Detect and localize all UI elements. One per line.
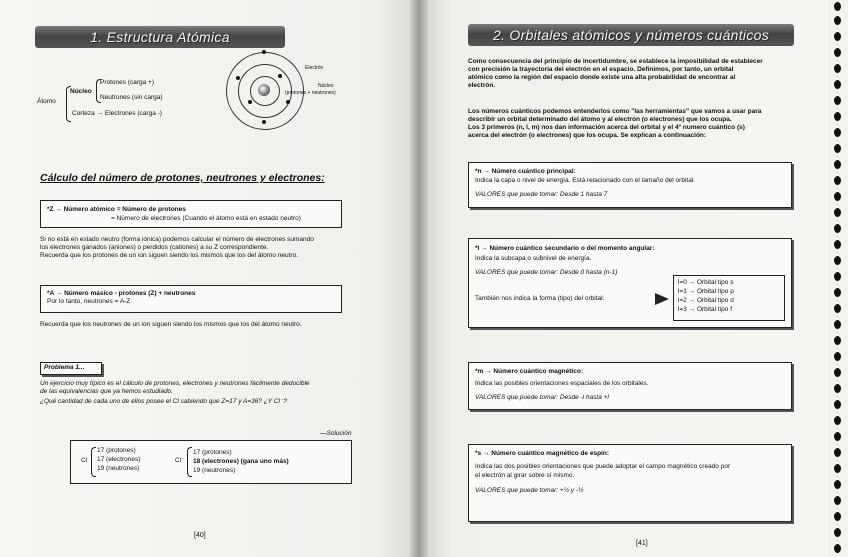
binding-ring — [834, 544, 841, 553]
para2: Recuerda que los neutrones de un ion siguen siendo los mismos que los del átomo neutro. — [40, 321, 302, 328]
sol1-electrons: 17 (electrones) — [97, 456, 141, 463]
para1-line1: Si no está en estado neutro (forma iónica) podemos calcular el número de electrones sumando — [40, 236, 314, 243]
binding-ring — [834, 464, 841, 473]
box2-line2: Por lo tanto, neutrones = A-Z — [47, 298, 131, 305]
binding-ring — [834, 2, 841, 11]
binding-ring — [834, 128, 841, 137]
l-shape: También nos indica la forma (tipo) del orbital: — [475, 295, 605, 302]
binding-ring — [834, 528, 841, 537]
right-title: 2. Orbitales atómicos y números cuánticos — [468, 24, 794, 46]
orbital-type-p: l=1 → Orbital tipo p — [678, 288, 734, 295]
nucleus-callout-1: Núcleo — [318, 83, 334, 89]
solution-symbol-cl-ion: Cl⁻ — [175, 457, 185, 464]
s-title: *s → Número cuántico magnético de espín: — [475, 450, 609, 457]
binding-ring — [834, 96, 841, 105]
intro1-line3: atómico como la región del espacio donde existe una alta probabilidad de encontrar al — [468, 74, 736, 81]
binding-ring — [834, 64, 841, 73]
problem-title: Problema 1... — [44, 364, 85, 371]
solution-label: —Solución — [320, 430, 352, 437]
page-number-right: [41] — [636, 540, 648, 547]
orbital-type-d: l=2 → Orbital tipo d — [678, 297, 734, 304]
binding-ring — [834, 192, 841, 201]
binding-ring — [834, 256, 841, 265]
problem-title-box — [40, 362, 102, 375]
quantum-n-box — [468, 162, 792, 208]
binding-ring — [834, 384, 841, 393]
intro1-line4: electrón. — [468, 82, 496, 89]
electron-icon — [278, 74, 282, 78]
quantum-m-box — [468, 362, 792, 410]
m-values: VALORES que puede tomar: Desde -l hasta +l — [475, 394, 609, 401]
atom-label: Átomo — [37, 98, 56, 105]
binding-ring — [834, 320, 841, 329]
binding-ring — [834, 480, 841, 489]
solution-brace-2 — [187, 447, 192, 477]
l-values: VALORES que puede tomar: Desde 0 hasta (n-1) — [475, 269, 618, 276]
m-title: *m → Número cuántico magnético: — [475, 368, 583, 375]
sol2-neutrons: 19 (neutrones) — [193, 467, 236, 474]
arrow-right-icon — [655, 293, 669, 305]
binding-ring — [834, 112, 841, 121]
nucleus-callout-2: (protones + neutrones) — [285, 90, 336, 96]
electron-icon — [286, 100, 290, 104]
intro2-line3: Los 3 primeros (n, l, m) nos dan información acerca del orbital y el 4º numero cuántico (s) — [468, 124, 745, 131]
cortex-label: Corteza → Electrones (carga -) — [72, 110, 162, 117]
atomic-number-box — [40, 200, 342, 228]
binding-ring — [834, 416, 841, 425]
s-desc-2: el electrón al girar sobre sí mismo. — [475, 472, 575, 479]
s-values: VALORES que puede tomar: +½ y -½ — [475, 487, 584, 494]
binding-ring — [834, 336, 841, 345]
binding-ring — [834, 240, 841, 249]
box1-line2: = Número de electrones (Cuando el átomo está en estado neutro) — [111, 215, 301, 222]
para1-line2: los electrones ganados (aniones) o perdidos (cationes) a su Z correspondiente. — [40, 244, 269, 251]
sol1-protons: 17 (protones) — [97, 447, 136, 454]
sol2-electrons: 18 (electrones) (gana uno más) — [193, 458, 289, 465]
solution-brace-1 — [91, 447, 96, 477]
solution-symbol-cl: Cl — [81, 457, 88, 464]
n-desc: Indica la capa o nivel de energía. Está relacionado con el tamaño del orbital. — [475, 177, 696, 184]
intro2-line2: describir un orbital determinado del átomo y al electrón (o electrones) que los ocupa. — [468, 116, 732, 123]
right-page — [428, 0, 828, 557]
binding-ring — [834, 208, 841, 217]
n-values: VALORES que puede tomar: Desde 1 hasta 7 — [475, 191, 608, 198]
sol1-neutrons: 19 (neutrones) — [97, 465, 140, 472]
l-title: *l → Número cuántico secundario o del momento angular: — [475, 245, 655, 252]
m-desc: Indica las posibles orientaciones espaciales de los orbitales. — [475, 380, 649, 387]
nucleus-label: Núcleo — [70, 88, 92, 95]
problem-line3: ¿Qué cantidad de cada uno de ellos posee el Cl sabiendo que Z=17 y A=36? ¿Y Cl⁻? — [40, 398, 287, 405]
sol2-protons: 17 (protones) — [193, 449, 232, 456]
binding-ring — [834, 32, 841, 41]
orbital-type-s: l=0 → Orbital tipo s — [678, 279, 734, 286]
binding-ring — [834, 432, 841, 441]
page-number-left: [40] — [194, 532, 206, 539]
binding-ring — [834, 448, 841, 457]
box2-line1: *A → Número másico - protones (Z) + neutrones — [47, 290, 196, 297]
problem-line1: Un ejercicio muy típico es el cálculo de protones, electrones y neutrones fácilmente deducible — [40, 380, 310, 387]
solution-box — [70, 440, 352, 484]
orbital-type-f: l=3 → Orbital tipo f — [678, 306, 733, 313]
protons-label: Protones (carga +) — [100, 79, 155, 86]
binding-ring — [834, 496, 841, 505]
electron-icon — [262, 120, 266, 124]
para1-line3: Recuerda que los protones de un ion siguen siendo los mismos que los del átomo neutro. — [40, 252, 298, 259]
binding-edge — [828, 0, 848, 557]
intro1-line2: con precisión la trayectoria del electrón en el espacio. Definimos, por tanto, un orbital — [468, 66, 734, 73]
binding-ring — [834, 272, 841, 281]
binding-ring — [834, 512, 841, 521]
electron-icon — [236, 76, 240, 80]
binding-ring — [834, 80, 841, 89]
s-desc-1: Indica las dos posibles orientaciones que puede adoptar el campo magnético creado por — [475, 463, 731, 470]
orbital-types-box — [673, 275, 785, 321]
problem-line2: de las equivalencias que ya hemos estudiado. — [40, 388, 173, 395]
section-title: Cálculo del número de protones, neutrones y electrones: — [40, 172, 325, 184]
quantum-l-box — [468, 238, 792, 328]
l-desc: Indica la subcapa o subnivel de energía. — [475, 255, 592, 262]
binding-ring — [834, 304, 841, 313]
binding-ring — [834, 352, 841, 361]
mass-number-box — [40, 285, 342, 313]
intro2-line4: acerca del electrón (o electrones) que los ocupa. Se explican a continuación: — [468, 132, 707, 139]
binding-ring — [834, 288, 841, 297]
intro2-line1: Los números cuánticos podemos entenderlos como "las herramientas" que vamos a usar para — [468, 108, 762, 115]
electron-callout: Electrón — [305, 65, 324, 71]
left-page — [0, 0, 410, 557]
binding-ring — [834, 48, 841, 57]
binding-ring — [834, 16, 841, 25]
binding-ring — [834, 176, 841, 185]
left-title: 1. Estructura Atómica — [35, 26, 285, 48]
book-gutter — [410, 0, 428, 557]
electron-icon — [248, 100, 252, 104]
neutrons-label: Neutrones (sin carga) — [100, 94, 163, 101]
binding-ring — [834, 224, 841, 233]
quantum-s-box — [468, 444, 792, 522]
binding-ring — [834, 160, 841, 169]
box1-line1: *Z → Número atómico = Número de protones — [47, 206, 186, 213]
binding-ring — [834, 368, 841, 377]
nucleus-icon — [258, 84, 270, 96]
binding-ring — [834, 144, 841, 153]
electron-icon — [262, 50, 266, 54]
intro1-line1: Como consecuencia del principio de incertidumbre, se establece la imposibilidad de establecer — [468, 58, 763, 65]
n-title: *n → Número cuántico principal: — [475, 168, 576, 175]
binding-ring — [834, 400, 841, 409]
